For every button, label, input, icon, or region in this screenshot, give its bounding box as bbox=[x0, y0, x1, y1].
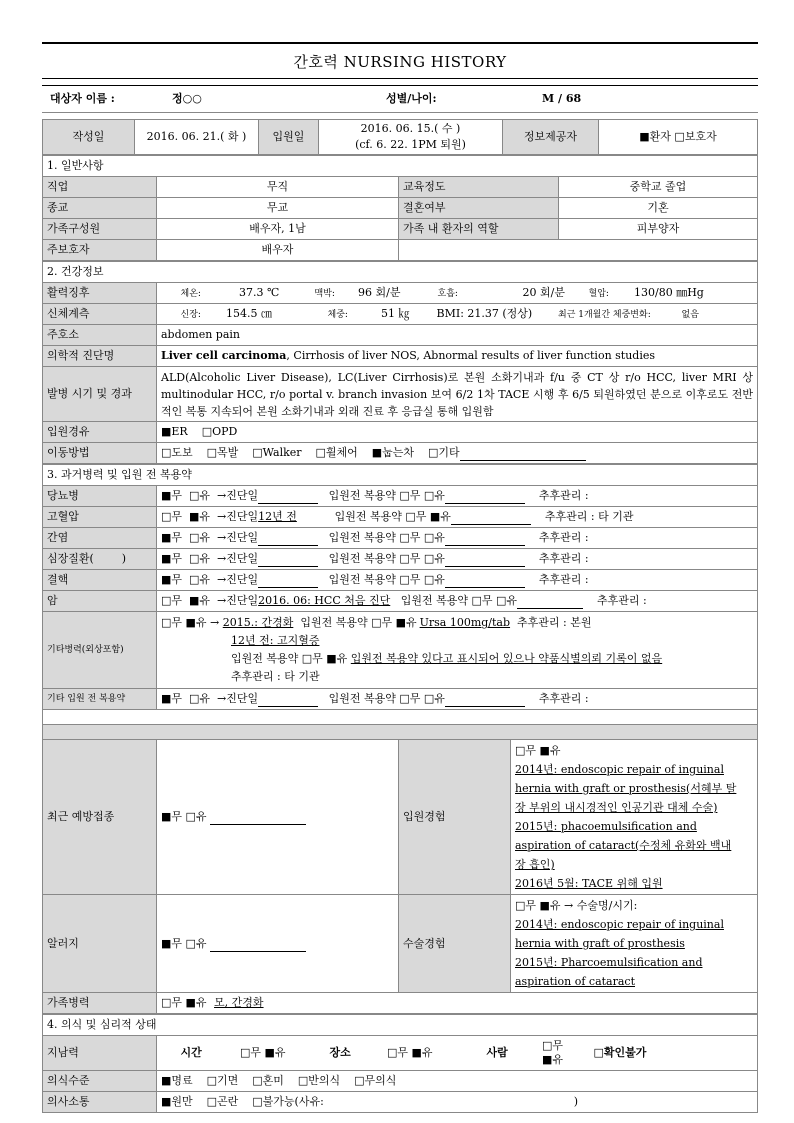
onset-label: 발병 시기 및 경과 bbox=[43, 367, 157, 422]
famhx-label: 가족병력 bbox=[43, 993, 157, 1014]
religion-value: 무교 bbox=[157, 198, 399, 219]
name-label: 대상자 이름 : bbox=[42, 86, 152, 113]
other-value: □무 ■유 → 2015.: 간경화 입원전 복용약 □무 ■유 Ursa 100mg/tab 추후관리 : 본원 12년 전: 고지혈증 입원전 복용약 □무 ■유 입원전 복용약 있다고 표시되어 있으나 약품식별의뢰 기록이 없음 추후관리 : 타 기관 bbox=[157, 612, 758, 689]
allergy-value: ■무 □유 bbox=[157, 895, 399, 993]
section-history: 3. 과거병력 및 입원 전 복용약 bbox=[43, 465, 758, 486]
vital-values bbox=[157, 283, 758, 304]
other-label: 기타병력(외상포함) bbox=[43, 612, 157, 689]
heart-value: ■무 □유 →진단일 입원전 복용약 □무 □유 추후관리 : bbox=[157, 549, 758, 570]
comm-value: ■원만 □곤란 □불가능(사유: ) bbox=[157, 1092, 758, 1113]
bmi-value: BMI: 21.37 (정상) bbox=[436, 306, 533, 320]
height-value: 154.5 ㎝ bbox=[226, 306, 272, 320]
othermed-value: ■무 □유 →진단일 입원전 복용약 □무 □유 추후관리 : bbox=[157, 689, 758, 710]
dx-value bbox=[157, 346, 758, 367]
header-table bbox=[42, 119, 758, 155]
loc-value: ■명료 □기면 □혼미 □반의식 □무의식 bbox=[157, 1071, 758, 1092]
health-table bbox=[42, 261, 758, 464]
transfer-label: 이동방법 bbox=[43, 443, 157, 464]
dm-value: ■무 □유 →진단일 입원전 복용약 □무 □유 추후관리 : bbox=[157, 486, 758, 507]
role-value: 피부양자 bbox=[559, 219, 758, 240]
caregiver-label: 주보호자 bbox=[43, 240, 157, 261]
person-key: 사람 bbox=[486, 1046, 508, 1059]
pulse-key: 맥박: bbox=[314, 288, 335, 299]
dx-main: Liver cell carcinoma bbox=[161, 349, 287, 362]
admit-line1: 2016. 06. 15.( 수 ) bbox=[360, 122, 461, 135]
vital-label: 활력징후 bbox=[43, 283, 157, 304]
mental-table bbox=[42, 1014, 758, 1113]
bp-value: 130/80 ㎜Hg bbox=[634, 285, 704, 299]
edu-label: 교육정도 bbox=[399, 177, 559, 198]
divider-bar bbox=[42, 725, 758, 739]
hep-label: 간염 bbox=[43, 528, 157, 549]
history-table bbox=[42, 464, 758, 725]
blank-row bbox=[43, 710, 758, 725]
place-value: □무 ■유 bbox=[387, 1046, 433, 1059]
time-key: 시간 bbox=[180, 1046, 202, 1059]
weight-change-value: 없음 bbox=[681, 309, 699, 320]
allergy-label: 알러지 bbox=[43, 895, 157, 993]
heart-label: 심장질환( ) bbox=[43, 549, 157, 570]
height-key: 신장: bbox=[180, 309, 201, 320]
admit-date bbox=[319, 120, 503, 155]
nursing-history-form bbox=[42, 42, 758, 1113]
ca-label: 암 bbox=[43, 591, 157, 612]
family-label: 가족구성원 bbox=[43, 219, 157, 240]
experience-table bbox=[42, 739, 758, 1014]
sex-age-label: 성별/나이: bbox=[382, 86, 482, 113]
pulse-value: 96 회/분 bbox=[358, 285, 401, 299]
religion-label: 종교 bbox=[43, 198, 157, 219]
admit-line2: (cf. 6. 22. 1PM 퇴원) bbox=[355, 138, 466, 151]
weight-value: 51 ㎏ bbox=[381, 306, 410, 320]
vacc-value: ■무 □유 bbox=[157, 740, 399, 895]
person-value: □무 ■유 bbox=[542, 1039, 564, 1066]
patient-name: 정○○ bbox=[152, 86, 382, 113]
op-value: □무 ■유 → 수술명/시기: 2014년: endoscopic repair of inguinal hernia with graft of prosthesis 2015년: Pharcoemulsification and aspiration of cataract bbox=[511, 895, 758, 993]
role-label: 가족 내 환자의 역할 bbox=[399, 219, 559, 240]
form-title: 간호력 NURSING HISTORY bbox=[42, 42, 758, 79]
unknown-option: □확인불가 bbox=[593, 1046, 647, 1059]
dx-label: 의학적 진단명 bbox=[43, 346, 157, 367]
orient-value bbox=[157, 1036, 758, 1071]
bp-key: 혈압: bbox=[588, 288, 609, 299]
caregiver-value: 배우자 bbox=[157, 240, 399, 261]
section-mental: 4. 의식 및 심리적 상태 bbox=[43, 1015, 758, 1036]
admit-label: 입원일 bbox=[259, 120, 319, 155]
comm-label: 의사소통 bbox=[43, 1092, 157, 1113]
adm-label: 입원경험 bbox=[399, 740, 511, 895]
section-health: 2. 건강정보 bbox=[43, 262, 758, 283]
tb-label: 결핵 bbox=[43, 570, 157, 591]
cc-value: abdomen pain bbox=[157, 325, 758, 346]
place-key: 장소 bbox=[329, 1046, 351, 1059]
orient-label: 지남력 bbox=[43, 1036, 157, 1071]
marital-label: 결혼여부 bbox=[399, 198, 559, 219]
general-table bbox=[42, 155, 758, 261]
caregiver-empty bbox=[399, 240, 758, 261]
section-general: 1. 일반사항 bbox=[43, 156, 758, 177]
marital-value: 기혼 bbox=[559, 198, 758, 219]
ca-value: □무 ■유 →진단일2016. 06: HCC 처음 진단 입원전 복용약 □무 □유 추후관리 : bbox=[157, 591, 758, 612]
htn-value: □무 ■유 →진단일12년 전 입원전 복용약 □무 ■유 추후관리 : 타 기관 bbox=[157, 507, 758, 528]
dx-rest: , Cirrhosis of liver NOS, Abnormal results of liver function studies bbox=[286, 349, 656, 362]
htn-label: 고혈압 bbox=[43, 507, 157, 528]
written-label: 작성일 bbox=[43, 120, 135, 155]
informant: ■환자 □보호자 bbox=[599, 120, 758, 155]
dm-label: 당뇨병 bbox=[43, 486, 157, 507]
sex-age: M / 68 bbox=[482, 86, 758, 113]
weight-change-key: 최근 1개월간 체중변화: bbox=[558, 309, 651, 320]
temp-value: 37.3 ℃ bbox=[239, 285, 280, 299]
route-value: ■ER □OPD bbox=[157, 422, 758, 443]
job-label: 직업 bbox=[43, 177, 157, 198]
body-values bbox=[157, 304, 758, 325]
time-value: □무 ■유 bbox=[240, 1046, 286, 1059]
transfer-options: □도보 □목발 □Walker □휠체어 ■눕는차 □기타 bbox=[161, 446, 460, 459]
cc-label: 주호소 bbox=[43, 325, 157, 346]
body-label: 신체계측 bbox=[43, 304, 157, 325]
loc-label: 의식수준 bbox=[43, 1071, 157, 1092]
informant-label: 정보제공자 bbox=[503, 120, 599, 155]
adm-value: □무 ■유 2014년: endoscopic repair of inguinal hernia with graft or prosthesis(서혜부 탈 장 부위의 내시경적인 인공기관 대체 수술) 2015년: phacoemulsification and aspiration of cataract(수정체 유화와 백내 장 흡인) 2016년 5월: TACE 위해 입원 bbox=[511, 740, 758, 895]
weight-key: 체중: bbox=[327, 309, 348, 320]
family-value: 배우자, 1남 bbox=[157, 219, 399, 240]
temp-key: 체온: bbox=[180, 288, 201, 299]
route-label: 입원경유 bbox=[43, 422, 157, 443]
othermed-label: 기타 입원 전 복용약 bbox=[43, 689, 157, 710]
onset-value: ALD(Alcoholic Liver Disease), LC(Liver Cirrhosis)로 본원 소화기내과 f/u 중 CT 상 r/o HCC, liver MRI 상 multinodular HCC, r/o portal v. branch invasion 보여 6/2 1차 TACE 시행 후 6/5 퇴원하였던 분으로 이후로도 전반적인 복통 지속되어 본원 소화기내과 외래 진료 후 응급실 통해 입원함 bbox=[157, 367, 758, 422]
resp-key: 호흡: bbox=[437, 288, 458, 299]
op-label: 수술경험 bbox=[399, 895, 511, 993]
famhx-value: □무 ■유 모, 간경화 bbox=[157, 993, 758, 1014]
edu-value: 중학교 졸업 bbox=[559, 177, 758, 198]
written-date: 2016. 06. 21.( 화 ) bbox=[135, 120, 259, 155]
hep-value: ■무 □유 →진단일 입원전 복용약 □무 □유 추후관리 : bbox=[157, 528, 758, 549]
vacc-label: 최근 예방접종 bbox=[43, 740, 157, 895]
job-value: 무직 bbox=[157, 177, 399, 198]
transfer-value bbox=[157, 443, 758, 464]
tb-value: ■무 □유 →진단일 입원전 복용약 □무 □유 추후관리 : bbox=[157, 570, 758, 591]
resp-value: 20 회/분 bbox=[522, 285, 565, 299]
patient-info bbox=[42, 85, 758, 113]
